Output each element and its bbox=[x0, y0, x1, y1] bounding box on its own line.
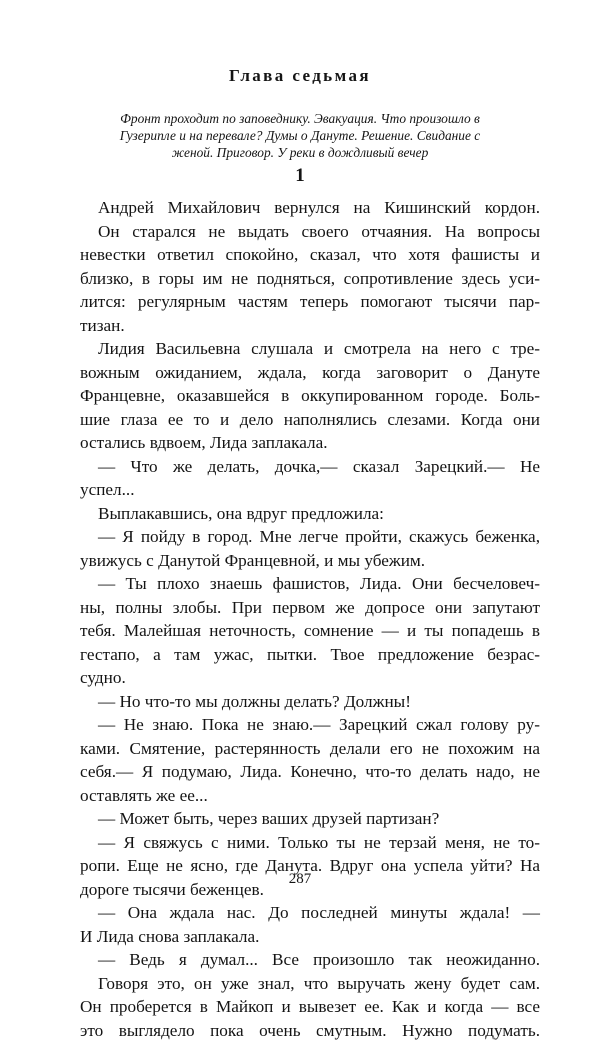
text-line: Он старался не выдать своего отчаяния. На вопросы bbox=[80, 220, 540, 244]
epigraph-line: женой. Приговор. У реки в дождливый вечер bbox=[90, 144, 510, 161]
text-line: вожным ожиданием, ждала, когда заговорит о Дануте bbox=[80, 361, 540, 385]
epigraph-line: Гузерипле и на перевале? Думы о Дануте. Решение. Свидание с bbox=[90, 127, 510, 144]
text-line: — Ведь я думал... Все произошло так неожиданно. bbox=[80, 948, 540, 972]
text-line: остались вдвоем, Лида заплакала. bbox=[80, 431, 540, 455]
text-line: — Она ждала нас. До последней минуты ждала! — bbox=[80, 901, 540, 925]
text-line: — Не знаю. Пока не знаю.— Зарецкий сжал голову ру- bbox=[80, 713, 540, 737]
section-number: 1 bbox=[0, 165, 600, 187]
text-line: лится: регулярным частям теперь помогают тысячи пар- bbox=[80, 290, 540, 314]
text-line: тебя. Малейшая неточность, сомнение — и ты попадешь в bbox=[80, 619, 540, 643]
text-line: И Лида снова заплакала. bbox=[80, 925, 540, 949]
text-line: Он проберется в Майкоп и вывезет ее. Как и когда — все bbox=[80, 995, 540, 1019]
text-line: гестапо, а там ужас, пытки. Твое предложение безрас- bbox=[80, 643, 540, 667]
text-line: Говоря это, он уже знал, что выручать жену будет сам. bbox=[80, 972, 540, 996]
text-line: ропи. Еще не ясно, где Данута. Вдруг она успела уйти? На bbox=[80, 854, 540, 878]
text-line: себя.— Я подумаю, Лида. Конечно, что-то делать надо, не bbox=[80, 760, 540, 784]
text-line: Андрей Михайлович вернулся на Кишинский кордон. bbox=[80, 196, 540, 220]
text-line: — Что же делать, дочка,— сказал Зарецкий.— Не bbox=[80, 455, 540, 479]
text-line: судно. bbox=[80, 666, 540, 690]
chapter-epigraph bbox=[90, 110, 510, 161]
page-number: 287 bbox=[0, 871, 600, 888]
text-line: — Я свяжусь с ними. Только ты не терзай меня, не то- bbox=[80, 831, 540, 855]
text-line: — Ты плохо знаешь фашистов, Лида. Они бесчеловеч- bbox=[80, 572, 540, 596]
text-line: — Но что-то мы должны делать? Должны! bbox=[80, 690, 540, 714]
text-line: ками. Смятение, растерянность делали его не похожим на bbox=[80, 737, 540, 761]
text-line: дороге тысячи беженцев. bbox=[80, 878, 540, 902]
text-line: Лидия Васильевна слушала и смотрела на него с тре- bbox=[80, 337, 540, 361]
chapter-title: Глава седьмая bbox=[0, 66, 600, 86]
text-line: невестки ответил спокойно, сказал, что хотя фашисты и bbox=[80, 243, 540, 267]
text-line: увижусь с Данутой Францевной, и мы убежим. bbox=[80, 549, 540, 573]
text-line: Францевне, оказавшейся в оккупированном городе. Боль- bbox=[80, 384, 540, 408]
text-line: успел... bbox=[80, 478, 540, 502]
text-line: шие глаза ее то и дело наполнялись слезами. Когда они bbox=[80, 408, 540, 432]
text-line: близко, в горы им не подняться, сопротивление здесь уси- bbox=[80, 267, 540, 291]
text-line: оставлять же ее... bbox=[80, 784, 540, 808]
text-line: Выплакавшись, она вдруг предложила: bbox=[80, 502, 540, 526]
text-line: это выглядело пока очень смутным. Нужно подумать. bbox=[80, 1019, 540, 1042]
body-text bbox=[80, 196, 540, 1042]
text-line: ны, полны злобы. При первом же допросе они запутают bbox=[80, 596, 540, 620]
text-line: тизан. bbox=[80, 314, 540, 338]
text-line: — Я пойду в город. Мне легче пройти, скажусь беженка, bbox=[80, 525, 540, 549]
text-line: — Может быть, через ваших друзей партизан? bbox=[80, 807, 540, 831]
epigraph-line: Фронт проходит по заповеднику. Эвакуация. Что произошло в bbox=[90, 110, 510, 127]
